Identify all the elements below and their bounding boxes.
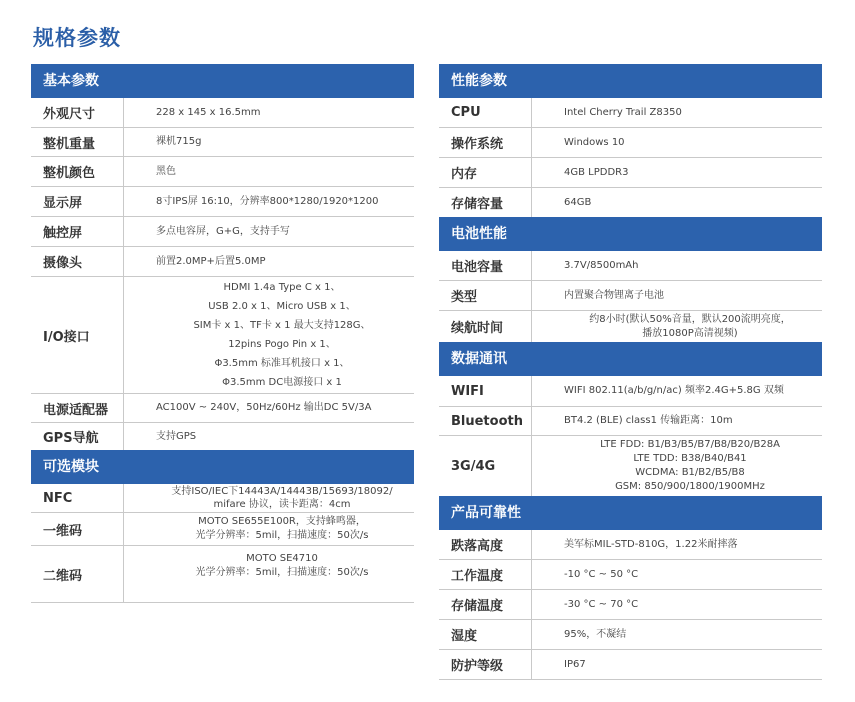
spec-row-memory xyxy=(439,158,822,188)
section-header-optional: 可选模块 xyxy=(31,450,414,484)
spec-key: 摄像头 xyxy=(31,247,124,276)
spec-key: 存储容量 xyxy=(439,188,532,217)
spec-value: 3.7V/8500mAh xyxy=(564,259,639,271)
spec-row-dimensions xyxy=(31,98,414,128)
spec-value: LTE FDD: B1/B3/B5/B7/B8/B20/B28A LTE TDD: B38/B40/B41 WCDMA: B1/B2/B5/B8 GSM: 850/900/1800/1900MHz xyxy=(600,439,780,492)
spec-row-io xyxy=(31,277,414,394)
spec-key: 触控屏 xyxy=(31,217,124,246)
section-header-performance: 性能参数 xyxy=(439,64,822,98)
spec-key: 3G/4G xyxy=(439,436,532,496)
spec-key: WIFI xyxy=(439,376,532,406)
spec-key: 操作系统 xyxy=(439,128,532,157)
left-column xyxy=(31,64,414,603)
spec-key: 内存 xyxy=(439,158,532,187)
spec-value: 4GB LPDDR3 xyxy=(564,166,629,178)
section-header-reliability: 产品可靠性 xyxy=(439,496,822,530)
spec-key: I/O接口 xyxy=(31,277,124,393)
right-column xyxy=(439,64,822,680)
section-header-comm: 数据通讯 xyxy=(439,342,822,376)
spec-value: -30 °C ~ 70 °C xyxy=(564,598,639,610)
spec-key: 湿度 xyxy=(439,620,532,649)
spec-value: 内置聚合物锂离子电池 xyxy=(564,289,664,301)
spec-row-cellular xyxy=(439,436,822,496)
spec-value: BT4.2 (BLE) class1 传输距离：10m xyxy=(564,415,733,427)
spec-key: 显示屏 xyxy=(31,187,124,216)
spec-value: 前置2.0MP+后置5.0MP xyxy=(156,255,266,267)
spec-key: 续航时间 xyxy=(439,311,532,342)
spec-row-camera xyxy=(31,247,414,277)
spec-value: IP67 xyxy=(564,658,586,670)
spec-key: NFC xyxy=(31,484,124,512)
spec-value: 64GB xyxy=(564,196,592,208)
spec-row-drop xyxy=(439,530,822,560)
spec-row-nfc xyxy=(31,484,414,513)
spec-row-color xyxy=(31,157,414,187)
spec-row-wifi xyxy=(439,376,822,407)
spec-value: 约8小时(默认50%音量，默认200流明亮度， 播放1080P高清视频) xyxy=(589,314,791,339)
spec-key: 电池容量 xyxy=(439,251,532,280)
spec-row-battery-capacity xyxy=(439,251,822,281)
spec-value: Windows 10 xyxy=(564,136,625,148)
spec-value: 支持GPS xyxy=(156,430,197,442)
spec-row-protection xyxy=(439,650,822,680)
spec-row-battery-type xyxy=(439,281,822,311)
section-header-battery: 电池性能 xyxy=(439,217,822,251)
spec-value: HDMI 1.4a Type C x 1、 USB 2.0 x 1、Micro USB x 1、 SIM卡 x 1、TF卡 x 1 最大支持128G、 12pins Pogo Pin x 1、 Φ3.5mm 标准耳机接口 x 1、 Φ3.5mm DC电源接口 x 1 xyxy=(193,282,371,388)
spec-row-adapter xyxy=(31,394,414,423)
section-header-basic: 基本参数 xyxy=(31,64,414,98)
spec-value: 美军标MIL-STD-810G，1.22米耐摔落 xyxy=(564,538,738,550)
spec-key: GPS导航 xyxy=(31,423,124,450)
spec-row-2d-barcode xyxy=(31,546,414,603)
spec-row-display xyxy=(31,187,414,217)
spec-value: 228 x 145 x 16.5mm xyxy=(156,106,261,118)
spec-value: 95%，不凝结 xyxy=(564,628,627,640)
page-title: 规格参数 xyxy=(33,26,121,50)
spec-row-1d-barcode xyxy=(31,513,414,546)
spec-value: 裸机715g xyxy=(156,136,202,148)
spec-key: 电源适配器 xyxy=(31,394,124,422)
spec-key: 工作温度 xyxy=(439,560,532,589)
spec-value: MOTO SE655E100R，支持蜂鸣器， 光学分辨率：5mil，扫描速度：50次/s xyxy=(195,516,369,541)
spec-key: 类型 xyxy=(439,281,532,310)
spec-row-humidity xyxy=(439,620,822,650)
spec-value: 多点电容屏，G+G，支持手写 xyxy=(156,225,290,237)
spec-value: AC100V ~ 240V，50Hz/60Hz 输出DC 5V/3A xyxy=(156,402,372,414)
spec-row-os xyxy=(439,128,822,158)
spec-row-cpu xyxy=(439,98,822,128)
spec-row-gps xyxy=(31,423,414,450)
spec-key: 跌落高度 xyxy=(439,530,532,559)
spec-row-bluetooth xyxy=(439,407,822,436)
spec-value: 8寸IPS屏 16:10，分辨率800*1280/1920*1200 xyxy=(156,195,379,207)
spec-value: -10 °C ~ 50 °C xyxy=(564,568,639,580)
spec-key: 存储温度 xyxy=(439,590,532,619)
spec-key: 二维码 xyxy=(31,546,124,602)
spec-key: Bluetooth xyxy=(439,407,532,435)
spec-key: CPU xyxy=(439,98,532,127)
spec-value: Intel Cherry Trail Z8350 xyxy=(564,106,682,118)
spec-row-weight xyxy=(31,128,414,157)
spec-key: 整机颜色 xyxy=(31,157,124,186)
spec-row-operating-temp xyxy=(439,560,822,590)
spec-row-battery-life xyxy=(439,311,822,342)
spec-key: 外观尺寸 xyxy=(31,98,124,127)
spec-value: 支持ISO/IEC下14443A/14443B/15693/18092/ mifare 协议，读卡距离：4cm xyxy=(171,485,393,510)
spec-key: 防护等级 xyxy=(439,650,532,679)
spec-key: 整机重量 xyxy=(31,128,124,156)
spec-row-touch xyxy=(31,217,414,247)
spec-row-storage-temp xyxy=(439,590,822,620)
spec-value: 黑色 xyxy=(156,165,176,177)
spec-value: MOTO SE4710 光学分辨率：5mil，扫描速度：50次/s xyxy=(195,553,369,578)
spec-key: 一维码 xyxy=(31,513,124,545)
spec-row-storage xyxy=(439,188,822,217)
spec-value: WIFI 802.11(a/b/g/n/ac) 频率2.4G+5.8G 双频 xyxy=(564,385,784,397)
